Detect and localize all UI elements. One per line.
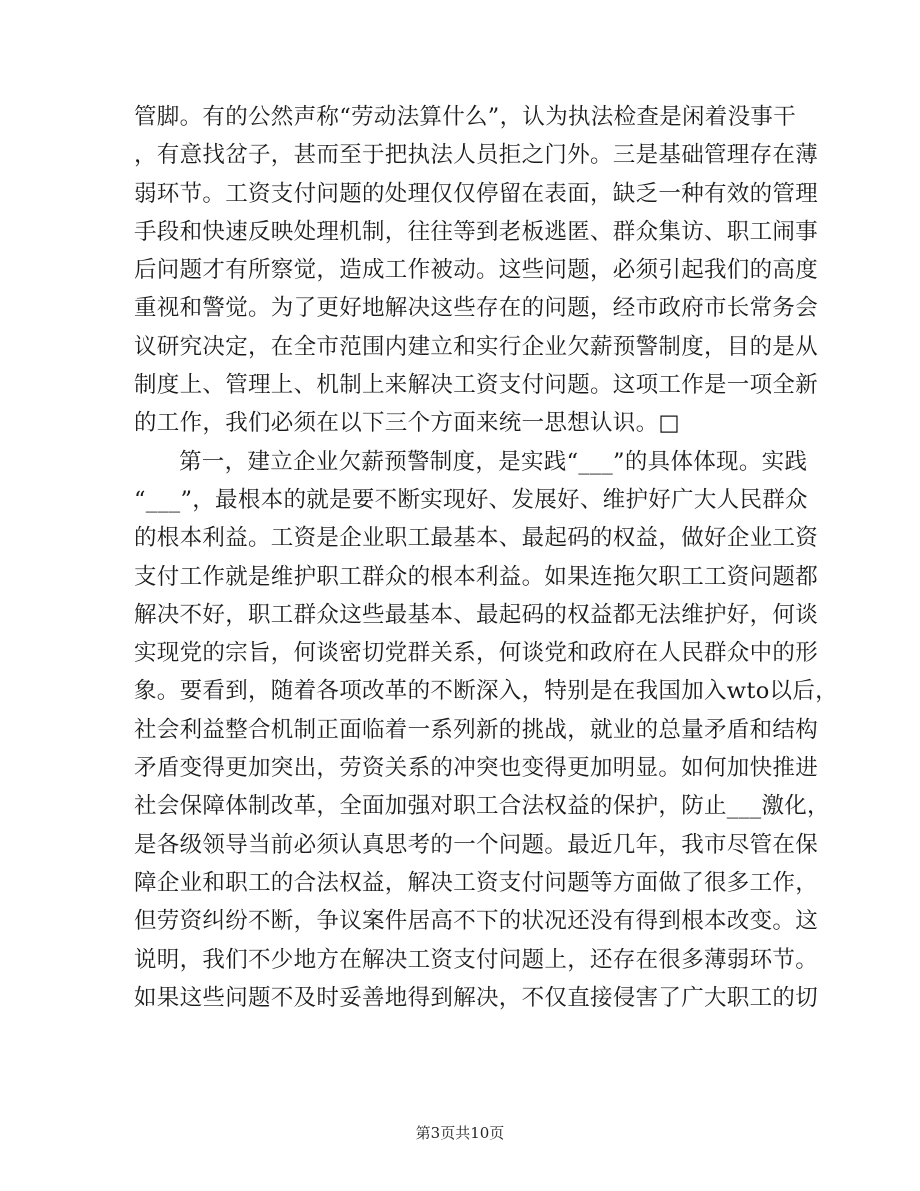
text-line: “___”，最根本的就是要不断实现好、发展好、维护好广大人民群众 [134,486,808,513]
text-line: 重视和警觉。为了更好地解决这些存在的问题，经市政府市长常务会 [134,295,819,322]
text-line: 如果这些问题不及时妥善地得到解决，不仅直接侵害了广大职工的切 [134,984,819,1011]
document-body [134,98,838,1017]
paragraph-2 [134,443,838,1017]
text-line: 障企业和职工的合法权益，解决工资支付问题等方面做了很多工作， [134,869,819,896]
text-line: 支付工作就是维护职工群众的根本利益。如果连拖欠职工工资问题都 [134,563,819,590]
text-line: 矛盾变得更加突出，劳资关系的冲突也变得更加明显。如何加快推进 [134,755,819,782]
text-line: 弱环节。工资支付问题的处理仅仅停留在表面，缺乏一种有效的管理 [134,180,819,207]
text-line: 议研究决定，在全市范围内建立和实行企业欠薪预警制度，目的是从 [134,333,819,360]
text-line-first: 第一，建立企业欠薪预警制度，是实践“___”的具体体现。实践 [179,448,808,475]
paragraph-1 [134,98,819,443]
text-line: 实现党的宗旨，何谈密切党群关系，何谈党和政府在人民群众中的形 [134,640,819,667]
text-line: 手段和快速反映处理机制，往往等到老板逃匿、群众集访、职工闹事 [134,218,819,245]
text-line: 后问题才有所察觉，造成工作被动。这些问题，必须引起我们的高度 [134,257,819,284]
text-line: 的根本利益。工资是企业职工最基本、最起码的权益，做好企业工资 [134,525,819,552]
text-line: 解决不好，职工群众这些最基本、最起码的权益都无法维护好，何谈 [134,601,819,628]
text-line: 社会利益整合机制正面临着一系列新的挑战，就业的总量矛盾和结构 [134,716,819,743]
page-number-footer: 第3页共10页 [415,1124,505,1142]
text-line: 管脚。有的公然声称“劳动法算什么”，认为执法检查是闲着没事干 [134,104,797,130]
text-line: 制度上、管理上、机制上来解决工资支付问题。这项工作是一项全新 [134,372,819,399]
text-line: 的工作，我们必须在以下三个方面来统一思想认识。□ [134,410,680,437]
text-line: 但劳资纠纷不断，争议案件居高不下的状况还没有得到根本改变。这 [134,908,819,935]
text-line: 社会保障体制改革，全面加强对职工合法权益的保护，防止___激化， [134,793,830,820]
text-line: 是各级领导当前必须认真思考的一个问题。最近几年，我市尽管在保 [134,831,819,858]
text-line: ，有意找岔子，甚而至于把执法人员拒之门外。三是基础管理存在薄 [134,142,819,169]
text-line: 象。要看到，随着各项改革的不断深入，特别是在我国加入wto以后， [134,678,838,705]
text-line: 说明，我们不少地方在解决工资支付问题上，还存在很多薄弱环节。 [134,946,819,973]
